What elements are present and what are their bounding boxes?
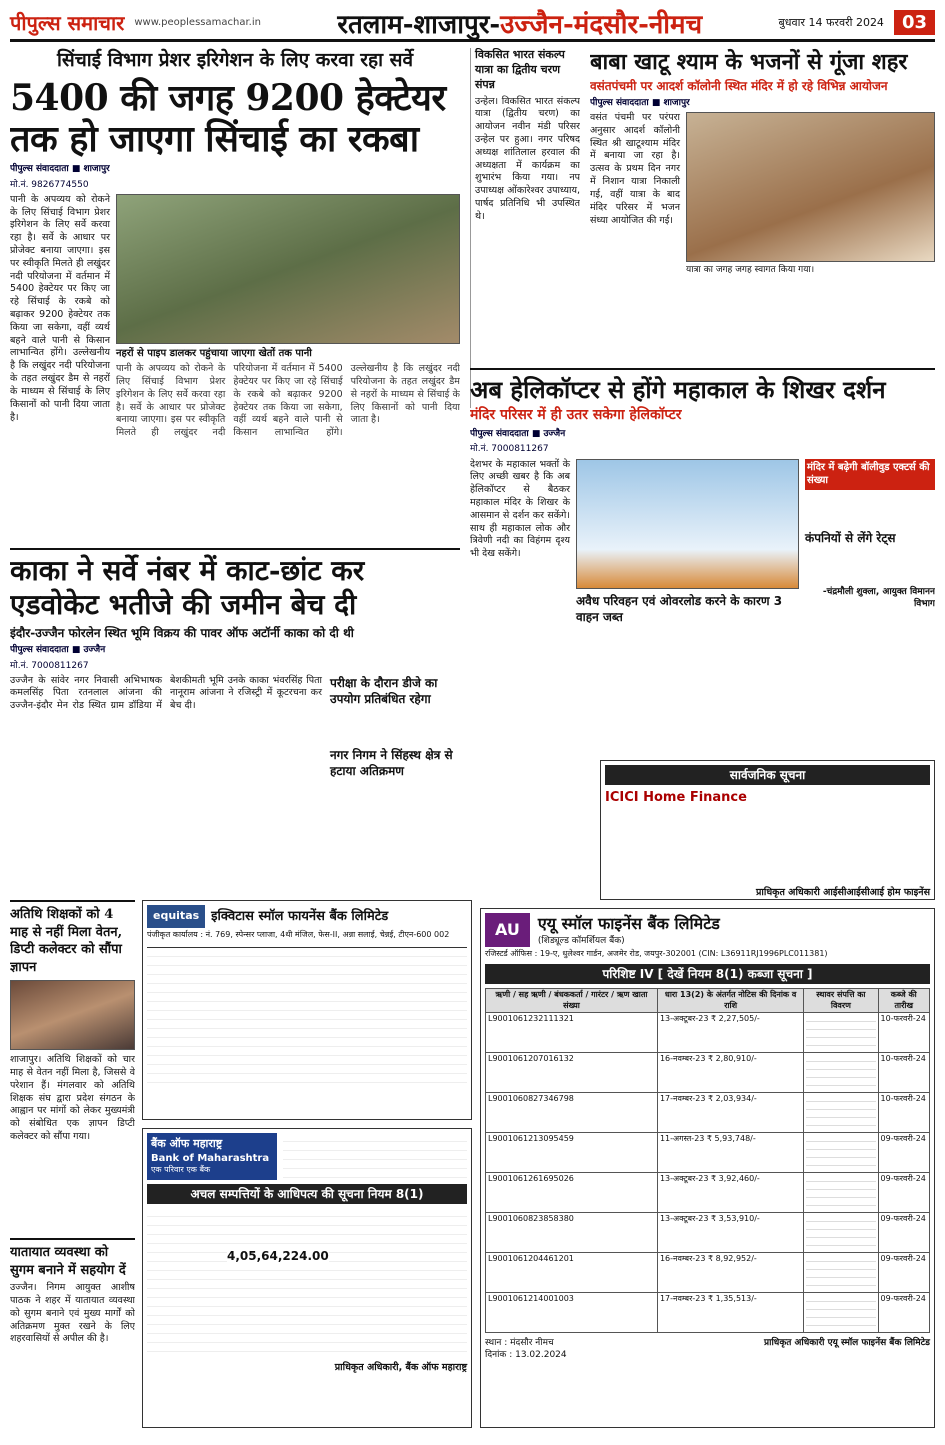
story-body: उज्जैन। निगम आयुक्त आशीष पाठक ने शहर में यातायात व्यवस्था को सुगम बनाने एवं मुख्य मार्गों को अतिक्रमण मुक्त रखने के लिए शहरवासियों से अपील की है। (10, 1282, 135, 1345)
col-possession: कब्जे की तारीख (878, 988, 929, 1013)
notice-amount: 11-अगस्त-23 ₹ 5,93,748/- (657, 1133, 803, 1173)
property (804, 1093, 878, 1133)
property (804, 1253, 878, 1293)
possession-date: 09-फरवरी-24 (878, 1173, 929, 1213)
table-row (486, 1213, 930, 1253)
signoff: -चंद्रमौली शुक्ला, आयुक्त विमानन विभाग (822, 586, 935, 609)
property (804, 1173, 878, 1213)
photo-caption: यात्रा का जगह जगह स्वागत किया गया। (686, 265, 815, 276)
table-row (486, 1053, 930, 1093)
page-number: 03 (894, 10, 935, 35)
property (804, 1053, 878, 1093)
story-deck: वसंतपंचमी पर आदर्श कॉलोनी स्थित मंदिर में हो रहे विभिन्न आयोजन (590, 78, 888, 93)
au-bank-ad (480, 908, 935, 1428)
notice-amount: 17-नवम्बर-23 ₹ 1,35,513/- (657, 1293, 803, 1333)
teachers-photo (10, 980, 135, 1050)
col-borrower: ऋणी / सह ऋणी / बंधककर्ता / गारंटर / ऋण खाता संख्या (486, 988, 658, 1013)
possession-date: 09-फरवरी-24 (878, 1213, 929, 1253)
story-body: पानी के अपव्यय को रोकने के लिए सिंचाई विभाग प्रेशर इरिगेशन के लिए सर्वे करवा रहा है। सर्वे के आधार पर प्रोजेक्ट बनाया जाएगा। इस पर स्वीकृति मिलते ही लखुंदर नदी परियोजना में वर्तमान में 5400 हेक्टेयर पर किए जा रहे सिंचाई के रकबे को बढ़ाकर 9200 हेक्टेयर तक किया जा सकेगा, वहीं व्यर्थ बहने वाले पानी से किसान लाभान्वित होंगे। उल्लेखनीय है कि लखुंदर नदी परियोजना के तहत लखुंदर डैम से नहरों के माध्यम से सिंचाई के लिए किसानों को पानी दिया जाता है। (10, 193, 110, 423)
table-row (486, 1133, 930, 1173)
possession-date: 10-फरवरी-24 (878, 1053, 929, 1093)
canal-photo (116, 194, 460, 344)
story-sankalp-yatra (470, 48, 580, 408)
ad-subtitle: (शिड्यूल्ड कॉमर्शियल बैंक) (537, 935, 625, 946)
story-body-cont: पानी के अपव्यय को रोकने के लिए सिंचाई विभाग प्रेशर इरिगेशन के लिए सर्वे करवा रहा है। सर्वे के आधार पर प्रोजेक्ट बनाया जाएगा। इस पर स्वीकृति मिलते ही लखुंदर नदी परियोजना में वर्तमान में 5400 हेक्टेयर पर किए जा रहे सिंचाई के रकबे को बढ़ाकर 9200 हेक्टेयर तक किया जा सकेगा, वहीं व्यर्थ बहने वाले पानी से किसान लाभान्वित होंगे। उल्लेखनीय है कि लखुंदर नदी परियोजना के तहत लखुंदर डैम से नहरों के माध्यम से सिंचाई के लिए किसानों को पानी दिया जाता है। (116, 363, 460, 439)
ad-title: इक्विटास स्मॉल फायनेंस बैंक लिमिटेड (211, 908, 389, 924)
story-deck: इंदौर-उज्जैन फोरलेन स्थित भूमि विक्रय की पावर ऑफ अटॉर्नी काका को दी थी (10, 626, 354, 641)
table-row (486, 1093, 930, 1133)
ad-title: एयू स्मॉल फाइनेंस बैंक लिमिटेड (537, 914, 720, 933)
story-headline: काका ने सर्वे नंबर में काट-छांट कर एडवोकेट भतीजे की जमीन बेच दी (10, 554, 365, 621)
notice-amount: 16-नवम्बर-23 ₹ 8,92,952/- (657, 1253, 803, 1293)
story-irrigation (10, 48, 460, 538)
loan-account: L9001061214001003 (486, 1293, 658, 1333)
notice-title: परिशिष्ट IV [ देखें नियम 8(1) कब्जा सूचना ] (485, 964, 930, 984)
story-land-sale (10, 548, 460, 888)
story-helicopter (470, 368, 935, 748)
bank-tagline: एक परिवार एक बैंक (151, 1165, 211, 1175)
col-property: स्थावर संपत्ति का विवरण (804, 988, 878, 1013)
property (804, 1013, 878, 1053)
ad-table (147, 947, 467, 1087)
sub-headline: अवैध परिवहन एवं ओवरलोड करने के कारण 3 वाहन जब्त (576, 593, 783, 624)
au-logo: AU (485, 913, 530, 947)
notice-title: सार्वजनिक सूचना (605, 765, 930, 785)
loan-account: L9001060823858380 (486, 1213, 658, 1253)
sub-headline-encroachment: नगर निगम ने सिंहस्थ क्षेत्र से हटाया अतिक्रमण (330, 748, 453, 779)
story-body: देशभर के महाकाल भक्तों के लिए अच्छी खबर है कि अब हेलिकॉप्टर से बैठकर महाकाल मंदिर के शिखर के आसमान से दर्शन कर सकेंगे। साथ ही महाकाल लोक और त्रिवेणी नदी का विहंगम दृश्य भी देख सकेंगे। (470, 458, 570, 560)
notice-amount: 13-अक्टूबर-23 ₹ 3,53,910/- (657, 1213, 803, 1253)
ad-address: रजिस्टर्ड ऑफिस : 19-ए, धुलेश्वर गार्डन, अजमेर रोड, जयपुर-302001 (CIN: L36911RJ1996PLC011381) (485, 948, 828, 958)
loan-account: L9001061204461201 (486, 1253, 658, 1293)
property (804, 1133, 878, 1173)
ad-address: पंजीकृत कार्यालय : नं. 769, स्पेन्सर प्लाजा, 4थी मंजिल, फेस-II, अन्ना सलाई, चेन्नई, टीएन-600 002 (147, 929, 450, 939)
story-headline: अतिथि शिक्षकों को 4 माह से नहीं मिला वेतन, डिप्टी कलेक्टर को सौंपा ज्ञापन (10, 907, 123, 975)
loan-account: L9001061232111321 (486, 1013, 658, 1053)
possession-date: 10-फरवरी-24 (878, 1013, 929, 1053)
notice-amount: 13-अक्टूबर-23 ₹ 2,27,505/- (657, 1013, 803, 1053)
notice-amount: 17-नवम्बर-23 ₹ 2,03,934/- (657, 1093, 803, 1133)
issue-date: बुधवार 14 फरवरी 2024 (778, 16, 884, 29)
story-headline: 5400 की जगह 9200 हेक्टेयर तक हो जाएगा सिंचाई का रकबा (10, 76, 446, 161)
table-row (486, 1013, 930, 1053)
loan-account: L9001061207016132 (486, 1053, 658, 1093)
story-body: उन्हेल। विकसित भारत संकल्प यात्रा (द्वितीय चरण) का आयोजन नवीन मंडी परिसर उन्हेल पर हुआ। नगर परिषद अध्यक्ष शांतिलाल हरवाल की अध्यक्षता में कार्यक्रम का शुभारंभ किया गया। नप उपाध्यक्ष ओंकारेश्वर उपाध्याय, पार्षद प्रतिनिधि भी उपस्थित थे। (475, 95, 580, 222)
bom-table (147, 1208, 467, 1358)
bom-ad (142, 1128, 472, 1428)
sub-headline-exam: परीक्षा के दौरान डीजे का उपयोग प्रतिबंधित रहेगा (330, 675, 438, 706)
notice-amount: 16-नवम्बर-23 ₹ 2,80,910/- (657, 1053, 803, 1093)
story-headline: बाबा खाटू श्याम के भजनों से गूंजा शहर (590, 49, 908, 75)
side-headline: मंदिर में बढ़ेगी बॉलीवुड एक्टर्स की संख्या (805, 459, 935, 490)
mobile-number: मो.नं. 7000811267 (470, 444, 549, 455)
bank-name-en: Bank of Maharashtra (151, 1152, 270, 1164)
brand-logo: पीपुल्स समाचार (10, 11, 125, 35)
byline: पीपुल्स संवाददाता ■ उज्जैन (10, 645, 106, 656)
sub-headline-rates: कंपनियों से लेंगे रेट्स (805, 530, 896, 545)
property (804, 1213, 878, 1253)
helicopter-photo (576, 459, 799, 589)
byline: पीपुल्स संवाददाता ■ शाजापुर (10, 164, 110, 175)
signoff: प्राधिकृत अधिकारी आईसीआईसीआई होम फाइनेंस (756, 886, 930, 898)
story-body: वसंत पंचमी पर परंपरा अनुसार आदर्श कॉलोनी स्थित श्री खाटूश्याम मंदिर में बनाया जा रहा है। उत्सव के प्रथम दिन नगर में निशान यात्रा निकाली गई, वहीं यात्रा के बाद मंदिर परिसर में भजन संध्या आयोजित की गई। (590, 112, 680, 226)
possession-date: 09-फरवरी-24 (878, 1133, 929, 1173)
story-kicker: विकसित भारत संकल्प यात्रा का द्वितीय चरण संपन्न (475, 48, 565, 91)
notice-amount: 13-अक्टूबर-23 ₹ 3,92,460/- (657, 1173, 803, 1213)
bom-logo (147, 1133, 277, 1180)
byline: पीपुल्स संवाददाता ■ शाजापुर (590, 97, 690, 108)
story-body: शाजापुर। अतिथि शिक्षकों को चार माह से वेतन नहीं मिला है, जिससे वे परेशान हैं। मंगलवार को अतिथि शिक्षक संघ द्वारा प्रदेश संगठन के आह्वान पर मांगों को लेकर मुख्यमंत्री को संबोधित एक ज्ञापन डिप्टी कलेक्टर को सौंपा गया। (10, 1054, 135, 1143)
photo-caption: नहरों से पाइप डालकर पहुंचाया जाएगा खेतों तक पानी (116, 347, 312, 359)
table-row (486, 1173, 930, 1213)
table-row (486, 1293, 930, 1333)
equitas-ad (142, 900, 472, 1120)
date: दिनांक : 13.02.2024 (485, 1350, 567, 1361)
equitas-logo: equitas (147, 905, 205, 928)
col-notice: धारा 13(2) के अंतर्गत नोटिस की दिनांक व राशि (657, 988, 803, 1013)
edition-a: रतलाम-शाजापुर- (337, 9, 501, 40)
story-traffic (10, 1238, 135, 1428)
possession-table (485, 988, 930, 1334)
loan-account: L9001061213095459 (486, 1133, 658, 1173)
story-deck: मंदिर परिसर में ही उतर सकेगा हेलिकॉप्टर (470, 407, 682, 424)
story-headline: यातायात व्यवस्था को सुगम बनाने में सहयोग दें (10, 1245, 126, 1278)
brand-url: www.peoplessamachar.in (134, 17, 261, 28)
masthead (10, 6, 935, 42)
story-headline: अब हेलिकॉप्टर से होंगे महाकाल के शिखर दर्शन (470, 375, 886, 404)
possession-date: 09-फरवरी-24 (878, 1253, 929, 1293)
possession-date: 10-फरवरी-24 (878, 1093, 929, 1133)
bom-amount: 4,05,64,224.00 (227, 1249, 329, 1264)
edition-title (271, 5, 769, 41)
mobile-number: मो.नं. 9826774550 (10, 179, 89, 190)
story-body: उज्जैन के सांवेर नगर निवासी अभिभाषक कमलसिंह पिता रतनलाल आंजना की उज्जैन-इंदौर मेन रोड स्थित ग्राम डॉडिया में बेशकीमती भूमि उनके काका भंवरसिंह पिता नानूराम आंजना ने रजिस्ट्री में कूटरचना कर बेच दी। (10, 674, 322, 712)
loan-account: L9001061261695026 (486, 1173, 658, 1213)
notice-title: अचल सम्पत्तियों के आधिपत्य की सूचना नियम 8(1) (147, 1184, 467, 1204)
byline: पीपुल्स संवाददाता ■ उज्जैन (470, 429, 566, 440)
icici-notice (600, 760, 935, 900)
edition-b: उज्जैन-मंदसौर-नीमच (500, 9, 703, 40)
story-khatu-shyam (590, 48, 935, 348)
temple-photo (686, 112, 935, 262)
loan-account: L9001060827346798 (486, 1093, 658, 1133)
company-name: ICICI Home Finance (605, 790, 747, 806)
story-guest-teachers (10, 900, 135, 1230)
possession-date: 09-फरवरी-24 (878, 1293, 929, 1333)
mobile-number: मो.नं. 7000811267 (10, 660, 89, 671)
signoff: प्राधिकृत अधिकारी, बैंक ऑफ महाराष्ट्र (334, 1362, 467, 1374)
place: स्थान : मंदसौर नीमच (485, 1338, 554, 1349)
bom-address (283, 1133, 467, 1180)
property (804, 1293, 878, 1333)
story-kicker: सिंचाई विभाग प्रेशर इरिगेशन के लिए करवा रहा सर्वे (56, 49, 414, 71)
signoff: प्राधिकृत अधिकारी एयू स्मॉल फाइनेंस बैंक लिमिटेड (764, 1338, 930, 1349)
bank-name-hi: बैंक ऑफ महाराष्ट्र (151, 1137, 223, 1150)
table-row (486, 1253, 930, 1293)
